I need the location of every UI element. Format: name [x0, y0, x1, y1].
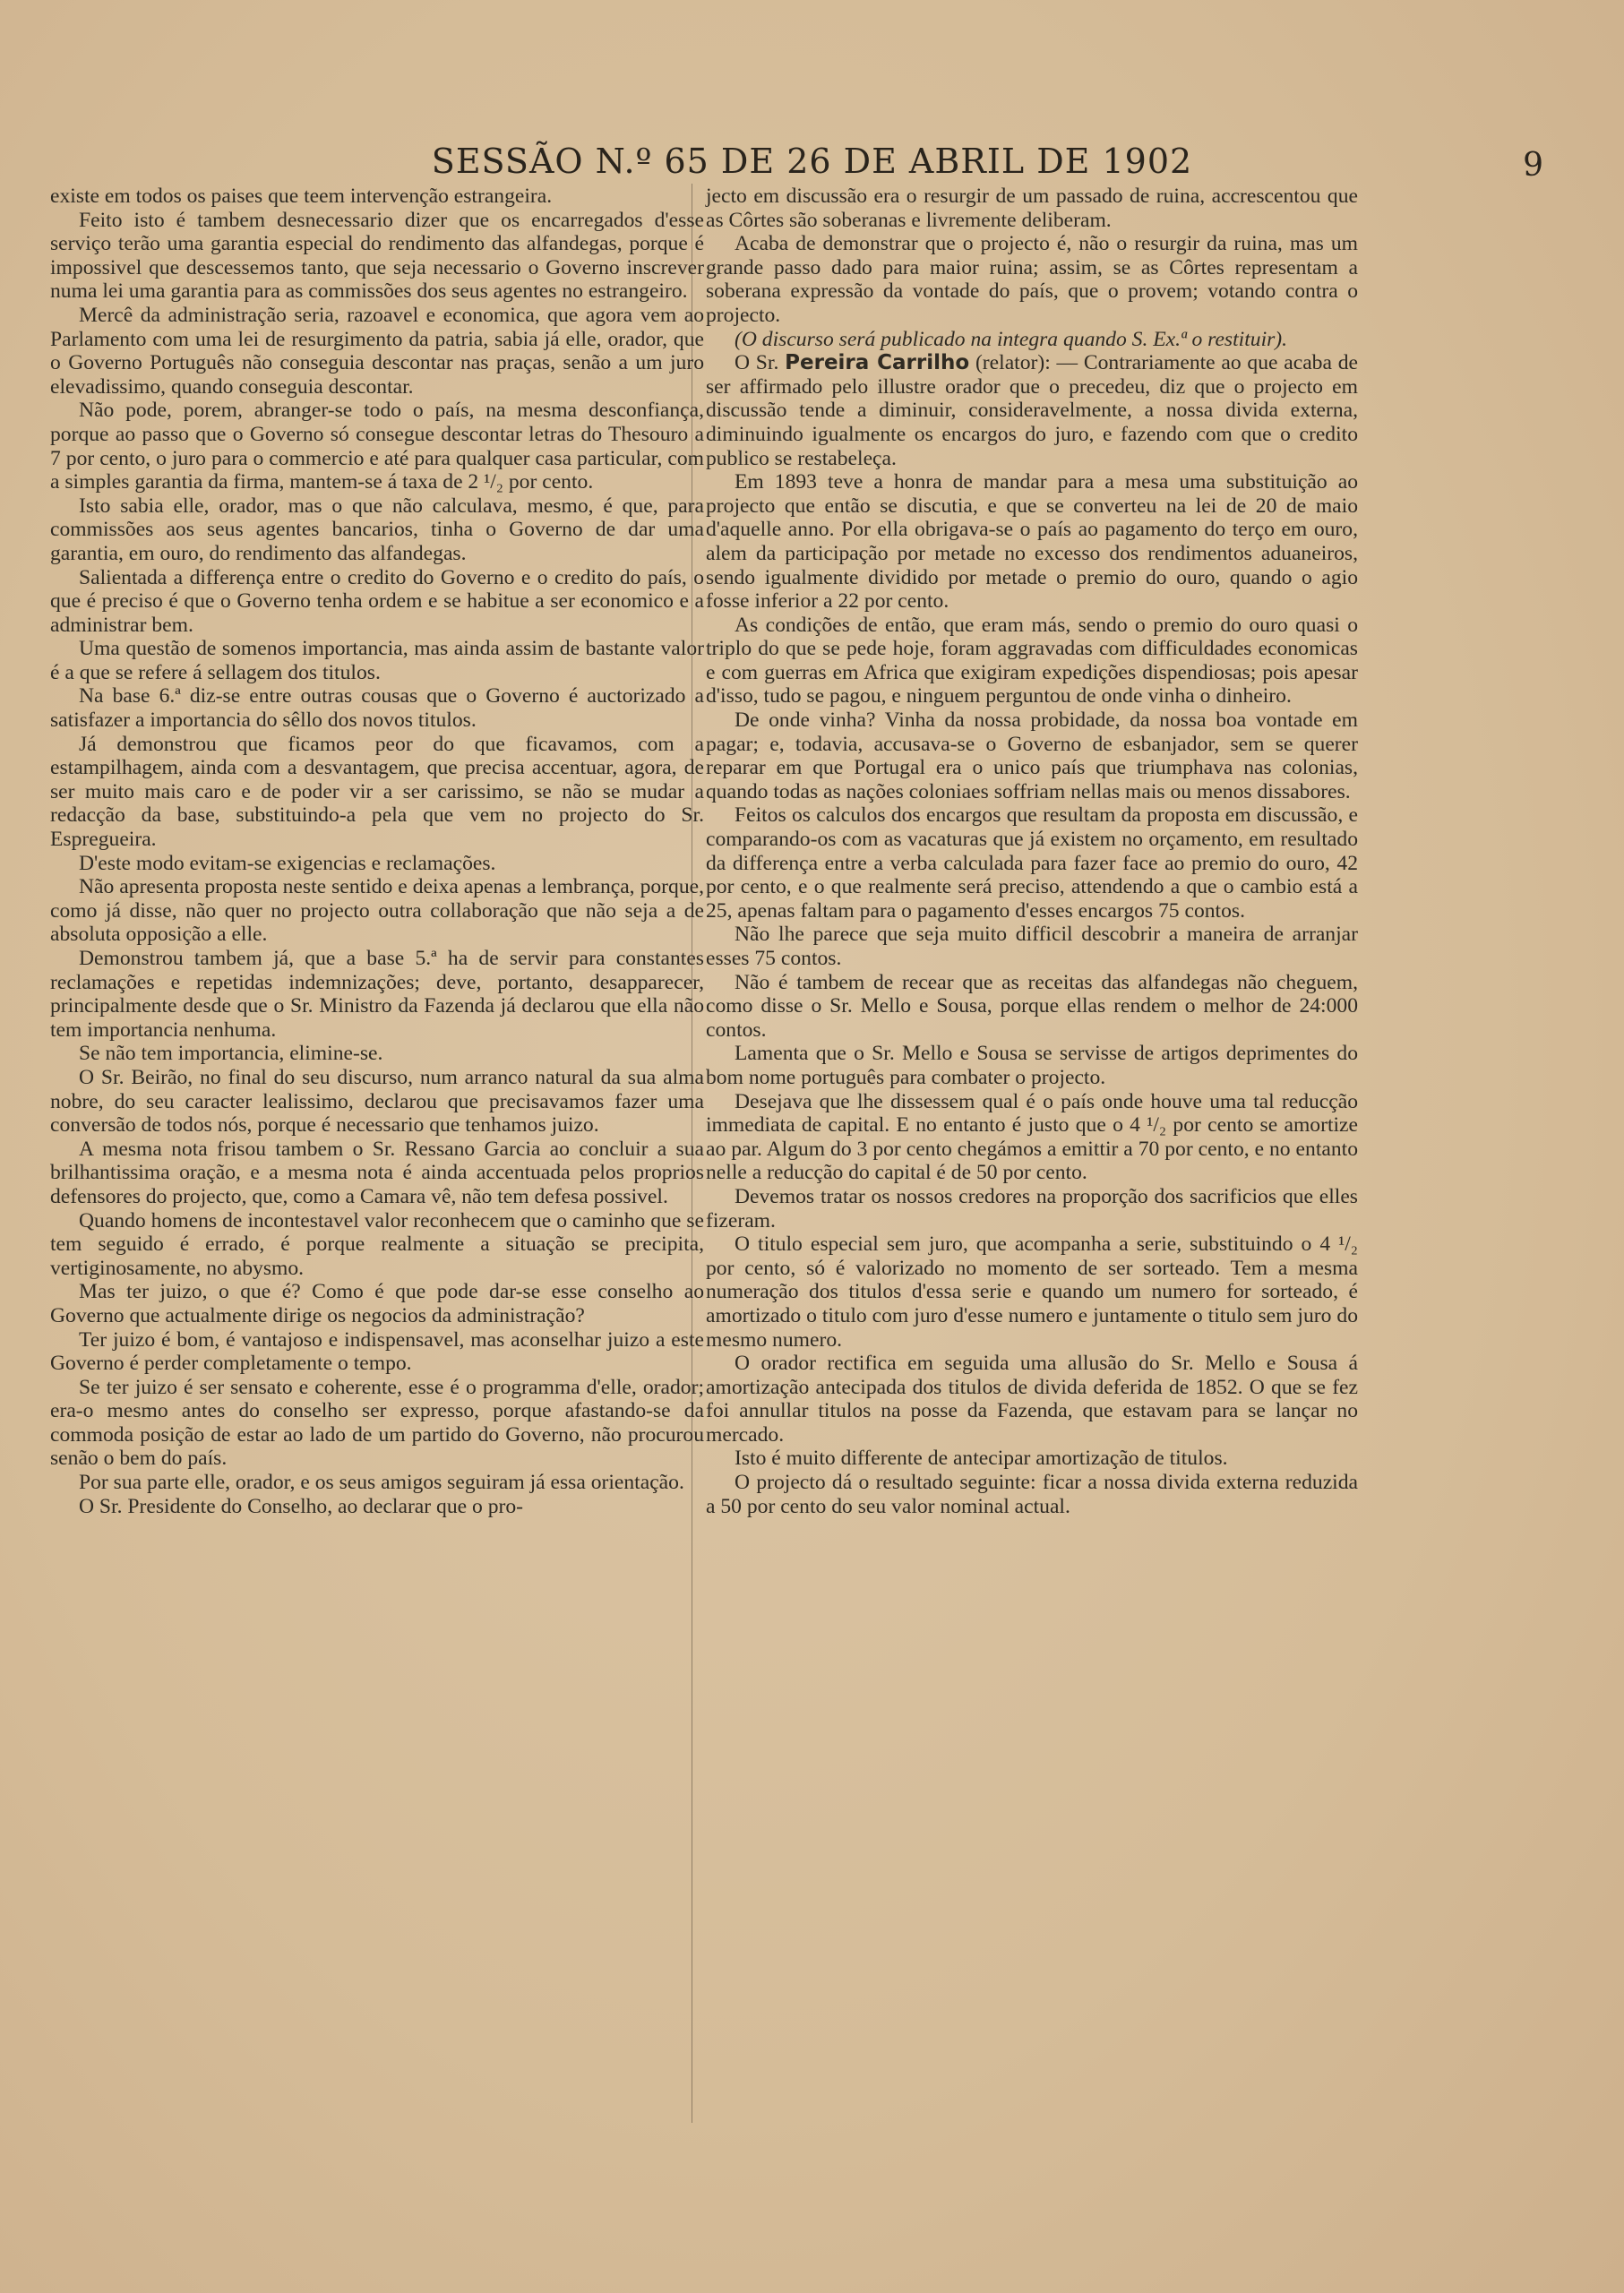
paragraph: D'este modo evitam-se exigencias e reclamações. — [79, 851, 496, 875]
paragraph: O Sr. Presidente do Conselho, ao declarar que o pro- — [79, 1494, 523, 1518]
paragraph: O orador rectifica em seguida uma allusão do Sr. Mello e Sousa á amortização antecipada dos titulos de divida deferida de 1852. O que se fez foi annullar titulos na posse da Fazenda, que estavam para se lançar no mercado. — [706, 1352, 1358, 1447]
right-column — [706, 185, 1358, 1518]
page-number: 9 — [1523, 147, 1543, 184]
paragraph: Não pode, porem, abranger-se todo o país, na mesma desconfiança, porque ao passo que o Governo só consegue descontar letras do Thesouro a 7 por cento, o juro para o commercio e até para qualquer casa particular, com a simples garantia da firma, mantem-se á taxa de 2 ¹/₂ por cento. — [50, 399, 704, 494]
paragraph: Se ter juizo é ser sensato e coherente, esse é o programma d'elle, orador; era-o mesmo antes do conselho ser expresso, porque afastando-se da commoda posição de estar ao lado de um partido do Governo, não procurou senão o bem do país. — [50, 1375, 704, 1471]
paragraph: O projecto dá o resultado seguinte: ficar a nossa divida externa reduzida a 50 por cento do seu valor nominal actual. — [706, 1471, 1358, 1518]
paragraph: Uma questão de somenos importancia, mas ainda assim de bastante valor é a que se refere á sellagem dos titulos. — [50, 637, 704, 684]
paragraph: Salientada a differença entre o credito do Governo e o credito do país, o que é preciso é que o Governo tenha ordem e se habitue a ser economico e a administrar bem. — [50, 565, 704, 637]
paragraph: Na base 6.ª diz-se entre outras cousas que o Governo é auctorizado a satisfazer a importancia do sêllo dos novos titulos. — [50, 684, 704, 733]
paragraph: Se não tem importancia, elimine-se. — [79, 1042, 383, 1066]
speaker-prefix: O Sr. — [735, 351, 786, 375]
paragraph: Não lhe parece que seja muito difficil descobrir a maneira de arranjar esses 75 contos. — [706, 923, 1358, 970]
paragraph: A mesma nota frisou tambem o Sr. Ressano Garcia ao concluir a sua brilhantissima oração, e a mesma nota é ainda accentuada pelos proprios defensores do projecto, que, como a Camara vê, não tem defesa possivel. — [50, 1137, 704, 1208]
paragraph: Ter juizo é bom, é vantajoso e indispensavel, mas aconselhar juizo a este Governo é perder completamente o tempo. — [50, 1327, 704, 1376]
paragraph: As condições de então, que eram más, sendo o premio do ouro quasi o triplo do que se pede hoje, foram aggravadas com difficuldades economicas e com guerras em Africa que exigiram expedições dispendiosas; pois apesar d'isso, tudo se pagou, e ninguem perguntou de onde vinha o dinheiro. — [706, 613, 1358, 709]
speaker-paragraph — [706, 351, 1358, 470]
paragraph: Por sua parte elle, orador, e os seus amigos seguiram já essa orientação. — [79, 1471, 684, 1495]
page-header — [54, 134, 1570, 188]
paragraph: Isto sabia elle, orador, mas o que não calculava, mesmo, é que, para commissões aos seus agentes bancarios, tinha o Governo de dar uma garantia, em ouro, do rendimento das alfandegas. — [50, 494, 704, 565]
session-title: SESSÃO N.º 65 DE 26 DE ABRIL DE 1902 — [431, 142, 1193, 181]
paragraph: Mas ter juizo, o que é? Como é que pode dar-se esse conselho ao Governo que actualmente dirige os negocios da administração? — [50, 1280, 704, 1327]
paragraph: jecto em discussão era o resurgir de um passado de ruina, accrescentou que as Côrtes são soberanas e livremente deliberam. — [706, 185, 1358, 232]
paragraph: Demonstrou tambem já, que a base 5.ª ha de servir para constantes reclamações e repetidas indemnizações; deve, portanto, desapparecer, principalmente desde que o Sr. Ministro da Fazenda já declarou que ella não tem importancia nenhuma. — [50, 947, 704, 1042]
paragraph: Feito isto é tambem desnecessario dizer que os encarregados d'esse serviço terão uma garantia especial do rendimento das alfandegas, porque é impossivel que descessemos tanto, que seja necessario o Governo inscrever numa lei uma garantia para as commissões dos seus agentes no estrangeiro. — [50, 208, 704, 304]
paragraph: O titulo especial sem juro, que acompanha a serie, substituindo o 4 ¹/₂ por cento, só é valorizado no momento de ser sorteado. Tem a mesma numeração dos titulos d'essa serie e quando um numero for sorteado, é amortizado o titulo com juro d'esse numero e juntamente o titulo sem juro do mesmo numero. — [706, 1232, 1358, 1352]
paragraph: Acaba de demonstrar que o projecto é, não o resurgir da ruina, mas um grande passo dado para maior ruina; assim, se as Côrtes representam a soberana expressão da vontade do país, que o provem; votando contra o projecto. — [706, 232, 1358, 327]
paragraph: Quando homens de incontestavel valor reconhecem que o caminho que se tem seguido é errado, é porque realmente a situação se precipita, vertiginosamente, no abysmo. — [50, 1208, 704, 1280]
left-column — [50, 185, 704, 1518]
paragraph: existe em todos os paises que teem intervenção estrangeira. — [50, 185, 553, 208]
paragraph: Já demonstrou que ficamos peor do que ficavamos, com a estampilhagem, ainda com a desvantagem, que precisa accentuar, agora, de ser muito mais caro e de poder vir a ser carissimo, se não se mudar a redacção da base, substituindo-a pela que vem no projecto do Sr. Espregueira. — [50, 732, 704, 852]
paragraph: De onde vinha? Vinha da nossa probidade, da nossa boa vontade em pagar; e, todavia, accusava-se o Governo de esbanjador, sem se querer reparar em que Portugal era o unico país que triumphava nas colonias, quando todas as nações coloniaes soffriam nellas mais ou menos dissabores. — [706, 709, 1358, 803]
paragraph: O Sr. Beirão, no final do seu discurso, num arranco natural da sua alma nobre, do seu caracter lealissimo, declarou que precisavamos fazer uma conversão de todos nós, porque é necessario que tenhamos juizo. — [50, 1065, 704, 1138]
paragraph: Isto é muito differente de antecipar amortização de titulos. — [735, 1447, 1228, 1471]
paragraph: Desejava que lhe dissessem qual é o país onde houve uma tal reducção immediata de capital. E no entanto é justo que o 4 ¹/₂ por cento se amortize ao par. Algum do 3 por cento chegámos a emittir a 70 por cento, e no entanto nelle a reducção do capital é de 50 por cento. — [706, 1089, 1358, 1185]
speech-text: (relator): — Contrariamente ao que acaba de ser affirmado pelo illustre orador que o precedeu, diz que o projecto em discussão tende a diminuir, consideravelmente, a nossa divida externa, diminuindo igualmente os encargos do juro, e fazendo com que o credito publico se restabeleça. — [706, 351, 1358, 470]
paragraph: Não apresenta proposta neste sentido e deixa apenas a lembrança, porque, como já disse, não quer no projecto outra collaboração que não seja a de absoluta opposição a elle. — [50, 875, 704, 947]
paragraph: Em 1893 teve a honra de mandar para a mesa uma substituição ao projecto que então se discutia, e que se converteu na lei de 20 de maio d'aquelle anno. Por ella obrigava-se o país ao pagamento do terço em ouro, alem da participação por metade no excesso dos rendimentos aduaneiros, sendo igualmente dividido por metade o premio do ouro, quando o agio fosse inferior a 22 por cento. — [706, 470, 1358, 614]
paragraph: Mercê da administração seria, razoavel e economica, que agora vem ao Parlamento com uma lei de resurgimento da patria, sabia já elle, orador, que o Governo Português não conseguia descontar nas praças, senão a um juro elevadissimo, quando conseguia descontar. — [50, 303, 704, 399]
paragraph: Feitos os calculos dos encargos que resultam da proposta em discussão, e comparando-os com as vacaturas que já existem no orçamento, em resultado da differença entre a verba calculada para fazer face ao premio do ouro, 42 por cento, e o que realmente será preciso, attendendo a que o cambio está a 25, apenas faltam para o pagamento d'esses encargos 75 contos. — [706, 803, 1358, 923]
speaker-name: Pereira Carrilho — [785, 351, 970, 375]
editorial-note: (O discurso será publicado na integra quando S. Ex.ª o restituir). — [735, 327, 1288, 351]
paragraph: Não é tambem de recear que as receitas das alfandegas não cheguem, como disse o Sr. Mello e Sousa, porque ellas rendem o melhor de 24:000 contos. — [706, 970, 1358, 1042]
paragraph: Devemos tratar os nossos credores na proporção dos sacrificios que elles fizeram. — [706, 1184, 1358, 1232]
paragraph: Lamenta que o Sr. Mello e Sousa se servisse de artigos deprimentes do bom nome português para combater o projecto. — [706, 1042, 1358, 1089]
